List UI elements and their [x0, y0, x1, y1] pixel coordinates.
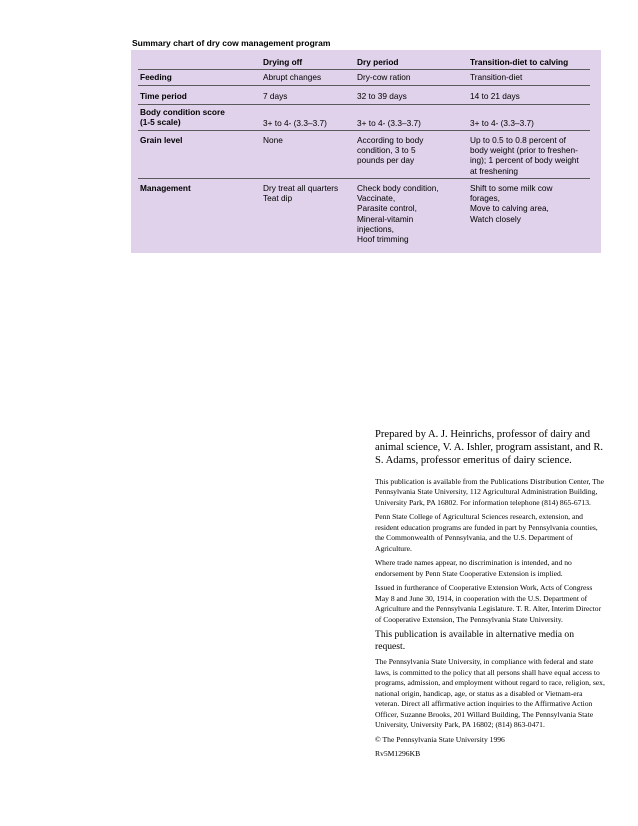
- funding-note: Penn State College of Agricultural Sciences research, extension, and resident education programs are funded in part by Pennsylvania counties, the Commonwealth of Pennsylvania, and the U.S. Department of Agriculture.: [375, 512, 598, 553]
- row-label-feeding: Feeding: [140, 72, 172, 82]
- publication-footer: [375, 428, 605, 764]
- table-cell: Shift to some milk cow forages, Move to calving area, Watch closely: [470, 183, 553, 224]
- table-cell: None: [263, 135, 283, 145]
- table-cell: Abrupt changes: [263, 72, 322, 82]
- trade-names-note: Where trade names appear, no discrimination is intended, and no endorsement by Penn State Cooperative Extension is implied.: [375, 558, 572, 578]
- table-cell: 3+ to 4- (3.3–3.7): [357, 118, 421, 128]
- summary-table: [131, 50, 601, 253]
- issued-note: Issued in furtherance of Cooperative Extension Work, Acts of Congress May 8 and June 30, 1914, in cooperation with the U.S. Department of Agriculture and the Pennsylvania Legislature. T. R. Alter, Interim Director of Cooperative Extension, The Pennsylvania State University.: [375, 583, 602, 624]
- column-header-drying-off: Drying off: [263, 57, 303, 67]
- table-divider: [138, 178, 590, 179]
- table-cell: Check body condition, Vaccinate, Parasite control, Mineral-vitamin injections, Hoof trimming: [357, 183, 439, 245]
- equal-access-note: The Pennsylvania State University, in compliance with federal and state laws, is committed to the policy that all persons shall have equal access to programs, admission, and employment without regard to race, religion, sex, national origin, handicap, age, or status as a disabled or Vietnam-era veteran. Direct all affirmative action inquiries to the Affirmative Action Officer, Suzanne Brooks, 201 Willard Building, The Pennsylvania State University, University Park, PA 16802; (814) 863-0471.: [375, 657, 605, 730]
- table-divider: [138, 130, 590, 131]
- table-cell: 3+ to 4- (3.3–3.7): [263, 118, 327, 128]
- table-divider: [138, 69, 590, 70]
- table-cell: 7 days: [263, 91, 288, 101]
- table-cell: 14 to 21 days: [470, 91, 520, 101]
- alternative-media-note: This publication is available in alternative media on request.: [375, 629, 575, 652]
- publication-code: Rv5M1296KB: [375, 749, 421, 759]
- authors-credit: Prepared by A. J. Heinrichs, professor of dairy and animal science, V. A. Ishler, program assistant, and R. S. Adams, professor emeritus of dairy science.: [375, 429, 604, 467]
- row-label-time-period: Time period: [140, 91, 187, 101]
- row-label-body-condition: Body condition score (1-5 scale): [140, 107, 225, 128]
- table-divider: [138, 104, 590, 105]
- row-label-management: Management: [140, 183, 191, 193]
- column-header-dry-period: Dry period: [357, 57, 399, 67]
- table-cell: Dry treat all quarters Teat dip: [263, 183, 339, 204]
- table-cell: 32 to 39 days: [357, 91, 407, 101]
- table-cell: 3+ to 4- (3.3–3.7): [470, 118, 534, 128]
- column-header-transition: Transition-diet to calving: [470, 57, 569, 67]
- table-cell: According to body condition, 3 to 5 pounds per day: [357, 135, 424, 166]
- table-cell: Up to 0.5 to 0.8 percent of body weight (prior to freshen- ing); 1 percent of body weight at freshening: [470, 135, 579, 176]
- table-cell: Transition-diet: [470, 72, 523, 82]
- row-label-grain-level: Grain level: [140, 135, 183, 145]
- copyright: © The Pennsylvania State University 1996: [375, 734, 505, 744]
- table-divider: [138, 85, 590, 86]
- availability-note: This publication is available from the Publications Distribution Center, The Pennsylvania State University, 112 Agricultural Administration Building, University Park, PA 16802. For information telephone (814) 865-6713.: [375, 476, 605, 507]
- table-cell: Dry-cow ration: [357, 72, 411, 82]
- chart-title: Summary chart of dry cow management program: [132, 38, 331, 48]
